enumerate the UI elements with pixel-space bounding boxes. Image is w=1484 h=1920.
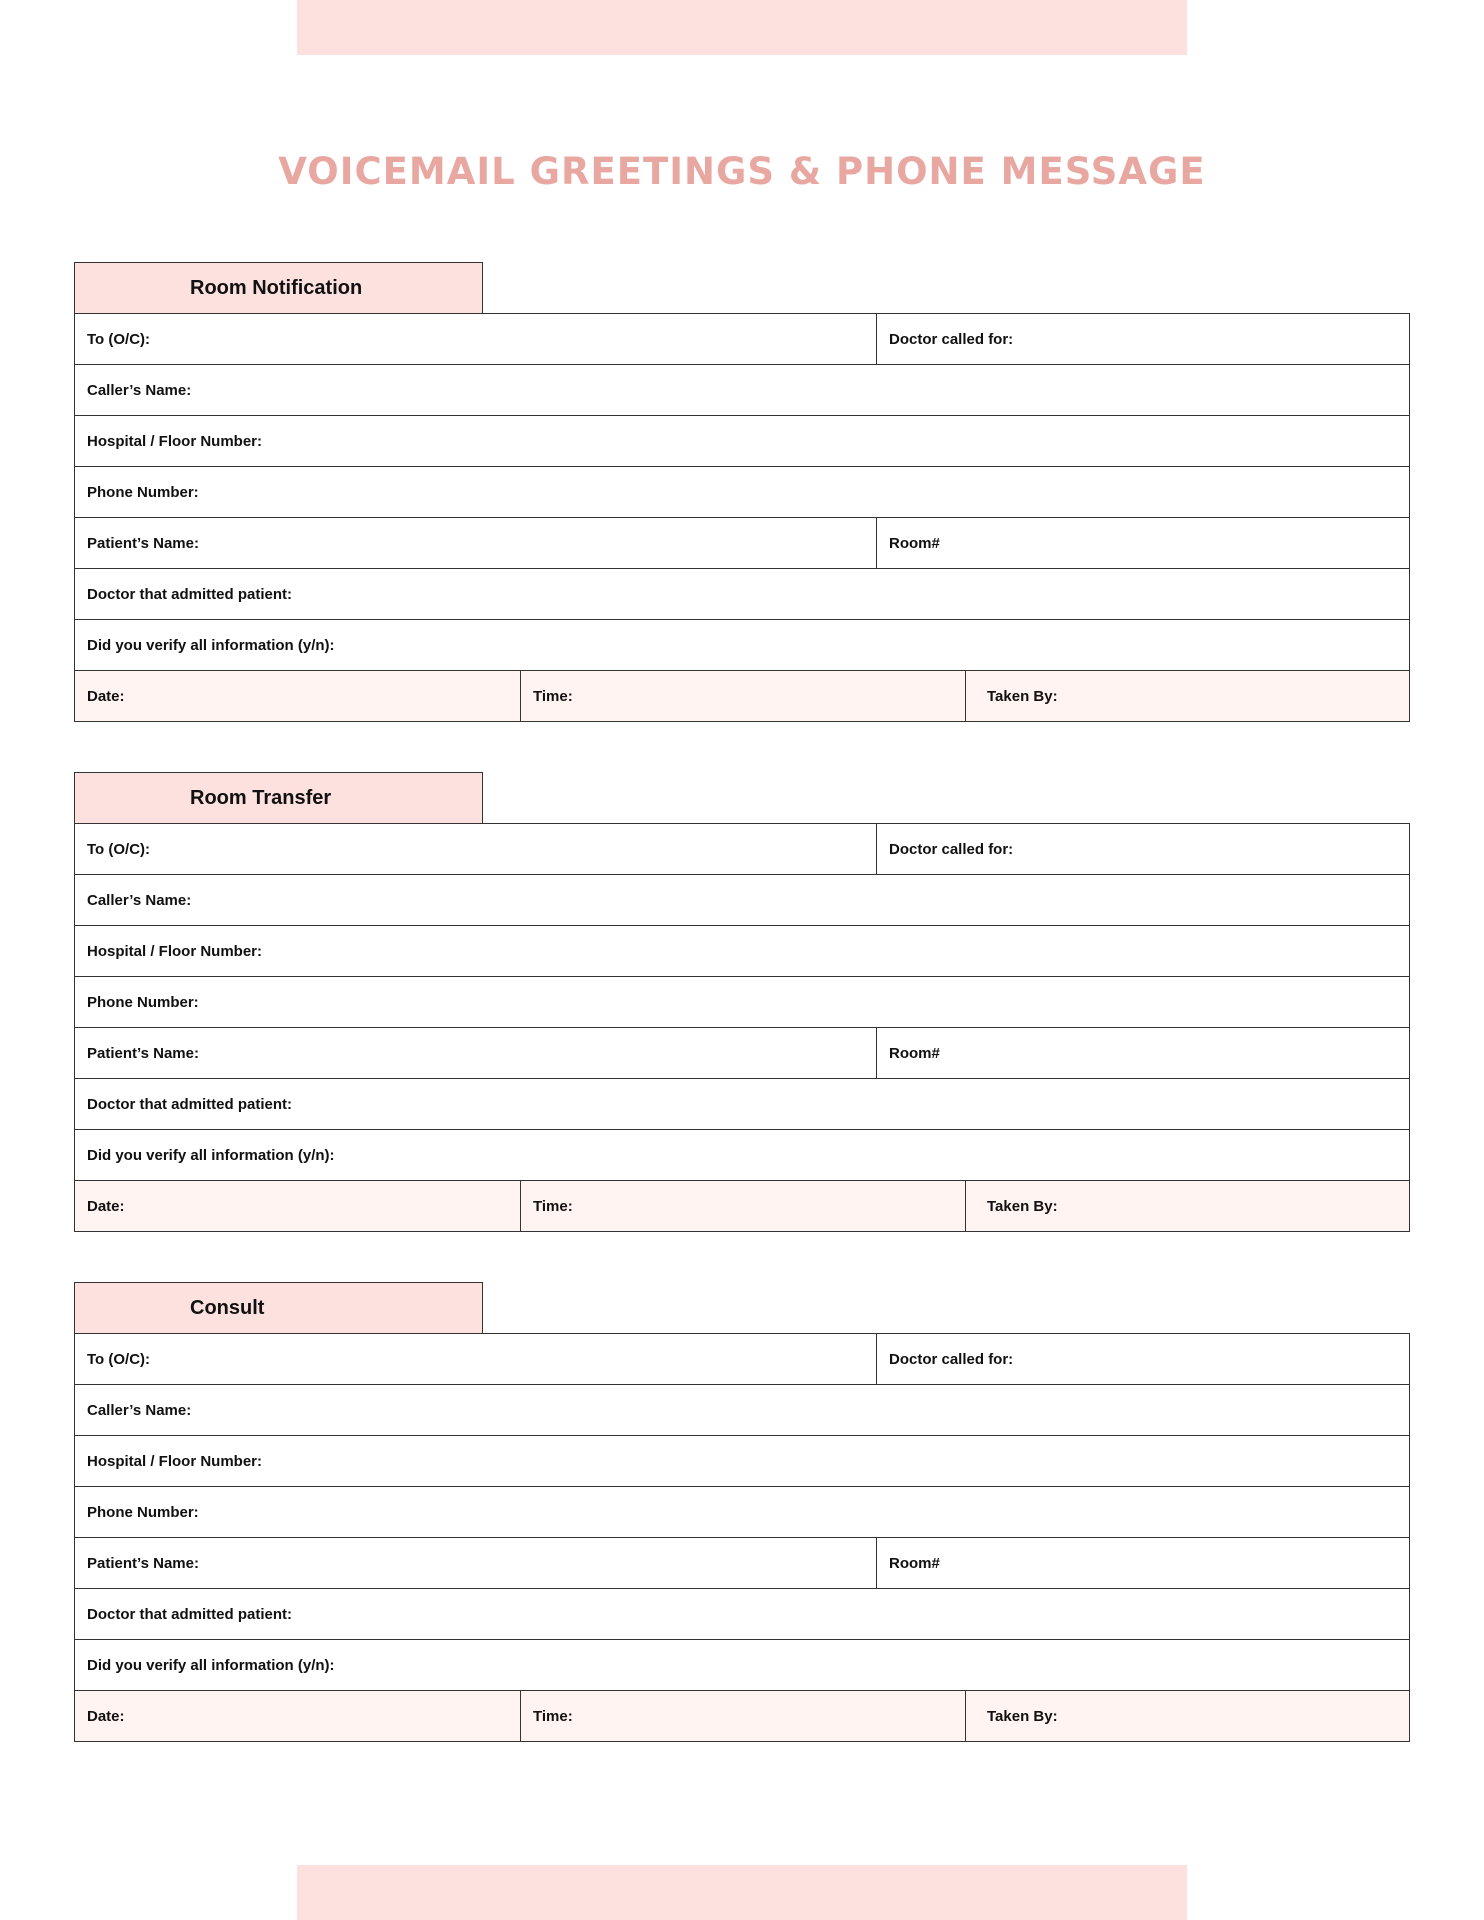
to-field[interactable]: To (O/C): [87, 840, 151, 858]
form-section-room-notification [74, 262, 1410, 722]
section-header [74, 772, 483, 823]
taken-by-field[interactable]: Taken By: [965, 1181, 1409, 1231]
date-field[interactable]: Date: [87, 1707, 125, 1725]
form-row [75, 1436, 1409, 1487]
doctor-called-for-field[interactable]: Doctor called for: [876, 824, 1409, 874]
form-row [75, 569, 1409, 620]
footer-row [75, 1691, 1409, 1742]
form-row [75, 824, 1409, 875]
patients-name-field[interactable]: Patient’s Name: [87, 1554, 199, 1572]
form-grid [74, 823, 1410, 1232]
date-field[interactable]: Date: [87, 687, 125, 705]
form-section-room-transfer [74, 772, 1410, 1232]
form-row [75, 977, 1409, 1028]
section-header [74, 1282, 483, 1333]
section-header [74, 262, 483, 313]
to-field[interactable]: To (O/C): [87, 330, 151, 348]
date-field[interactable]: Date: [87, 1197, 125, 1215]
doctor-admitted-field[interactable]: Doctor that admitted patient: [87, 1095, 292, 1113]
form-row [75, 416, 1409, 467]
top-decor-band [297, 0, 1187, 55]
form-grid [74, 313, 1410, 722]
footer-row [75, 1181, 1409, 1232]
page-title: VOICEMAIL GREETINGS & PHONE MESSAGE [278, 150, 1206, 193]
form-row [75, 314, 1409, 365]
patients-name-field[interactable]: Patient’s Name: [87, 534, 199, 552]
form-row [75, 875, 1409, 926]
form-row [75, 518, 1409, 569]
form-grid [74, 1333, 1410, 1742]
phone-number-field[interactable]: Phone Number: [87, 993, 199, 1011]
form-row [75, 1079, 1409, 1130]
form-row [75, 1589, 1409, 1640]
form-row [75, 1487, 1409, 1538]
verify-info-field[interactable]: Did you verify all information (y/n): [87, 1656, 335, 1674]
form-row [75, 365, 1409, 416]
taken-by-field[interactable]: Taken By: [965, 1691, 1409, 1741]
form-row [75, 1385, 1409, 1436]
patients-name-field[interactable]: Patient’s Name: [87, 1044, 199, 1062]
verify-info-field[interactable]: Did you verify all information (y/n): [87, 636, 335, 654]
footer-row [75, 671, 1409, 722]
phone-number-field[interactable]: Phone Number: [87, 483, 199, 501]
form-row [75, 1538, 1409, 1589]
room-number-field[interactable]: Room# [876, 518, 1409, 568]
room-number-field[interactable]: Room# [876, 1028, 1409, 1078]
section-title: Room Notification [190, 277, 363, 299]
form-row [75, 467, 1409, 518]
time-field[interactable]: Time: [520, 1181, 965, 1231]
form-section-consult [74, 1282, 1410, 1742]
callers-name-field[interactable]: Caller’s Name: [87, 381, 192, 399]
hospital-floor-field[interactable]: Hospital / Floor Number: [87, 432, 263, 450]
form-row [75, 1130, 1409, 1181]
callers-name-field[interactable]: Caller’s Name: [87, 1401, 192, 1419]
form-row [75, 1028, 1409, 1079]
section-title: Consult [190, 1297, 265, 1319]
room-number-field[interactable]: Room# [876, 1538, 1409, 1588]
form-row [75, 926, 1409, 977]
time-field[interactable]: Time: [520, 671, 965, 721]
taken-by-field[interactable]: Taken By: [965, 671, 1409, 721]
form-row [75, 620, 1409, 671]
section-title: Room Transfer [190, 787, 332, 809]
phone-number-field[interactable]: Phone Number: [87, 1503, 199, 1521]
doctor-admitted-field[interactable]: Doctor that admitted patient: [87, 1605, 292, 1623]
doctor-admitted-field[interactable]: Doctor that admitted patient: [87, 585, 292, 603]
verify-info-field[interactable]: Did you verify all information (y/n): [87, 1146, 335, 1164]
form-row [75, 1334, 1409, 1385]
doctor-called-for-field[interactable]: Doctor called for: [876, 314, 1409, 364]
bottom-decor-band [297, 1865, 1187, 1920]
hospital-floor-field[interactable]: Hospital / Floor Number: [87, 942, 263, 960]
time-field[interactable]: Time: [520, 1691, 965, 1741]
hospital-floor-field[interactable]: Hospital / Floor Number: [87, 1452, 263, 1470]
to-field[interactable]: To (O/C): [87, 1350, 151, 1368]
callers-name-field[interactable]: Caller’s Name: [87, 891, 192, 909]
form-row [75, 1640, 1409, 1691]
doctor-called-for-field[interactable]: Doctor called for: [876, 1334, 1409, 1384]
